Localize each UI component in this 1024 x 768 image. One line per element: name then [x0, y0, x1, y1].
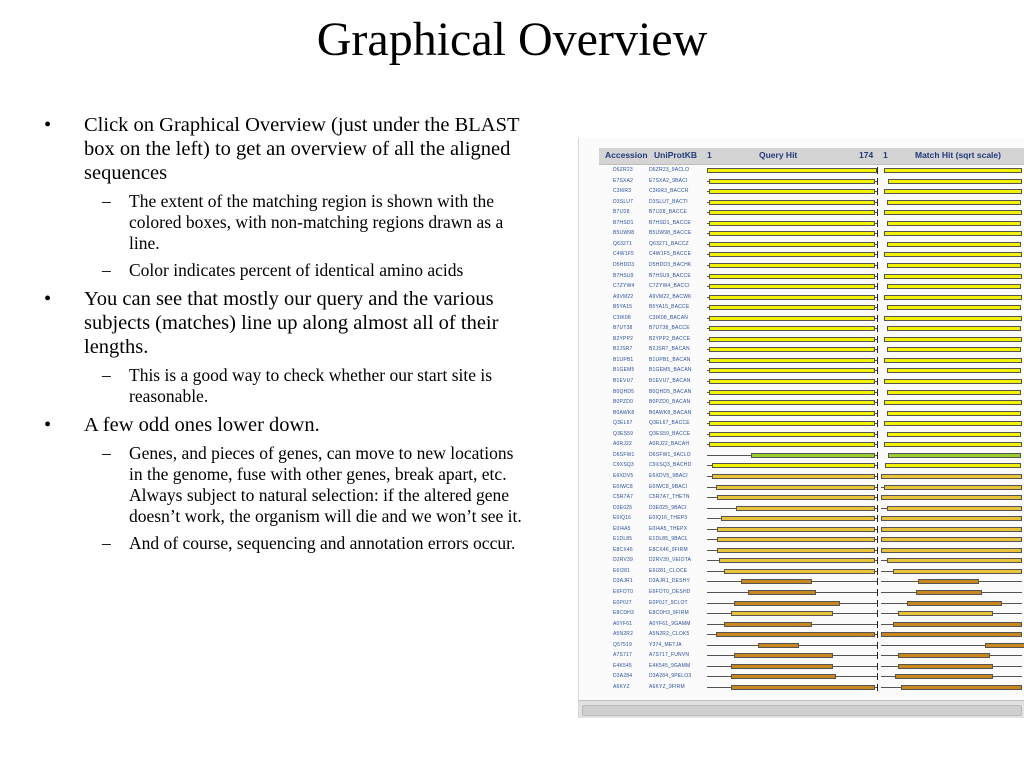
query-hit-bar — [709, 411, 876, 416]
query-hit-bar — [712, 463, 875, 468]
match-hit-bar — [887, 368, 1021, 373]
query-hit-bar — [751, 453, 875, 458]
query-end-tick — [877, 505, 878, 512]
query-hit-bar — [709, 305, 876, 310]
accession-link[interactable]: D2RV39 — [613, 557, 634, 564]
bullet-item — [40, 113, 528, 281]
match-hit-bar — [887, 221, 1021, 226]
graphical-overview-screenshot — [578, 138, 1024, 718]
query-hit-bar — [717, 495, 875, 500]
query-hit-bar — [709, 390, 876, 395]
uniprot-link[interactable]: B1GEM5_BACAN — [649, 367, 692, 374]
uniprot-link[interactable]: B0AWK8_BACAN — [649, 409, 692, 416]
query-end-tick — [877, 631, 878, 638]
accession-link[interactable]: B0QHD5 — [613, 388, 635, 395]
match-hit-bar — [887, 432, 1021, 437]
query-hit-bar — [709, 316, 876, 321]
accession-link[interactable]: B5UW98 — [613, 230, 635, 237]
query-hit-bar — [709, 379, 876, 384]
match-hit-bar — [901, 685, 1022, 690]
match-hit-bar — [898, 653, 990, 658]
query-hit-bar — [709, 274, 876, 279]
query-end-tick — [877, 610, 878, 617]
query-end-tick — [877, 273, 878, 280]
match-hit-bar — [985, 643, 1024, 648]
match-hit-bar — [881, 495, 1022, 500]
match-hit-bar — [887, 411, 1021, 416]
query-hit-bar — [709, 221, 876, 226]
sub-bullet-item: – This is a good way to check whether our start site is reasonable. — [84, 365, 528, 407]
query-end-tick — [877, 209, 878, 216]
accession-link[interactable]: B1GEM5 — [613, 367, 635, 374]
query-end-tick — [877, 262, 878, 269]
query-hit-bar — [709, 200, 876, 205]
query-end-tick — [877, 399, 878, 406]
query-hit-bar — [709, 368, 876, 373]
uniprot-link[interactable]: B0QHD5_BACAN — [649, 388, 692, 395]
query-end-tick — [877, 441, 878, 448]
query-hit-bar — [716, 485, 876, 490]
query-end-tick — [877, 420, 878, 427]
query-hit-bar — [709, 326, 876, 331]
query-end-tick — [877, 178, 878, 185]
query-hit-bar — [709, 284, 876, 289]
accession-link[interactable]: B1EVU7 — [613, 378, 634, 384]
query-hit-bar — [712, 474, 875, 479]
uniprot-link[interactable]: A0YF61_9GAMM — [649, 620, 691, 627]
accession-link[interactable]: Q3EL67 — [613, 420, 633, 427]
match-hit-bar — [881, 516, 1022, 521]
sub-bullet-item: – Color indicates percent of identical amino acids — [84, 260, 528, 281]
query-end-tick — [877, 663, 878, 670]
uniprot-link[interactable]: E6I281_CLOCE — [649, 567, 688, 574]
uniprot-link[interactable]: D6ZR23_9ACLO — [649, 167, 690, 173]
accession-link[interactable]: C7ZYW4 — [613, 283, 635, 290]
match-hit-bar — [887, 242, 1021, 247]
match-hit-bar — [887, 558, 1022, 563]
accession-link[interactable]: D5HDD3 — [613, 261, 635, 268]
match-hit-bar — [884, 252, 1022, 257]
match-hit-bar — [887, 347, 1021, 352]
query-hit-bar — [709, 252, 876, 257]
uniprot-link[interactable]: D2RV39_VEIOTA — [649, 557, 692, 564]
uniprot-link[interactable]: Y374_METJA — [649, 641, 682, 648]
accession-link[interactable]: E6XDV5 — [613, 472, 634, 479]
query-hit-bar — [741, 579, 812, 584]
match-hit-bar — [893, 569, 1023, 574]
accession-link[interactable]: D3SLU7 — [613, 198, 634, 205]
match-hit-bar — [884, 189, 1022, 194]
accession-link[interactable]: C4W1F5 — [613, 251, 634, 258]
uniprot-link[interactable]: E6FOT0_DESHD — [649, 589, 691, 595]
query-end-tick — [877, 684, 878, 691]
match-hit-bar — [887, 263, 1021, 268]
query-hit-bar — [717, 548, 875, 553]
match-hit-bar — [884, 485, 1022, 490]
query-hit-bar — [724, 622, 812, 627]
accession-link[interactable]: E6I281 — [613, 567, 631, 574]
query-end-tick — [877, 367, 878, 374]
query-hit-bar — [709, 189, 876, 194]
uniprot-link[interactable]: E0P0J7_9CLOT — [649, 599, 688, 606]
match-hit-bar — [884, 400, 1022, 405]
match-hit-bar — [918, 579, 978, 584]
uniprot-link[interactable]: E6XDV5_9BACI — [649, 472, 688, 479]
match-hit-bar — [881, 632, 1022, 637]
uniprot-link[interactable]: A0RJ22_BACAH — [649, 441, 690, 448]
match-hit-bar — [884, 274, 1022, 279]
query-end-tick — [877, 462, 878, 469]
accession-link[interactable]: E0IWC8 — [613, 483, 633, 490]
uniprot-link[interactable]: E7SXA2_9BACI — [649, 177, 688, 184]
query-hit-bar — [717, 537, 875, 542]
accession-link[interactable]: B5YA15 — [613, 304, 633, 311]
query-hit-bar — [709, 400, 876, 405]
query-end-tick — [877, 431, 878, 438]
query-hit-bar — [731, 674, 836, 679]
sub-bullet-item: – And of course, sequencing and annotation errors occur. — [84, 533, 528, 554]
query-end-tick — [877, 473, 878, 480]
accession-link[interactable]: D3E025 — [613, 504, 633, 511]
query-end-tick — [877, 188, 878, 195]
uniprot-link[interactable]: Q3EL67_BACCE — [649, 420, 690, 427]
query-end-tick — [877, 220, 878, 227]
match-hit-bar — [881, 537, 1022, 542]
accession-link[interactable]: B7UT38 — [613, 325, 633, 332]
match-hit-bar — [884, 168, 1022, 173]
query-hit-bar — [734, 601, 839, 606]
bullet-text: A few odd ones lower down. — [84, 414, 320, 436]
query-end-tick — [877, 199, 878, 206]
accession-link[interactable]: A5N2R2 — [613, 631, 634, 638]
accession-link[interactable]: C9XSQ3 — [613, 462, 634, 469]
query-hit-bar — [724, 569, 875, 574]
accession-link[interactable]: B0PZD0 — [613, 399, 634, 406]
uniprot-link[interactable]: B7IJ28_BACCE — [649, 209, 687, 216]
accession-link[interactable]: D3AJR1 — [613, 578, 633, 585]
uniprot-link[interactable]: B7UT38_BACCE — [649, 325, 690, 332]
bullet-text: You can see that mostly our query and the various subjects (matches) line up along almost all of their lengths. — [84, 288, 499, 358]
uniprot-link[interactable]: D5HDD3_BACHK — [649, 261, 692, 268]
match-hit-bar — [881, 527, 1022, 532]
match-hit-bar — [888, 453, 1020, 458]
query-hit-bar — [709, 263, 876, 268]
accession-link[interactable]: B7IJ28 — [613, 209, 630, 216]
query-hit-bar — [731, 685, 876, 690]
match-hit-bar — [884, 295, 1022, 300]
match-hit-bar — [887, 326, 1021, 331]
sub-bullet-item: – The extent of the matching region is shown with the colored boxes, with non-matching regions drawn as a line. — [84, 191, 528, 254]
query-end-tick — [877, 536, 878, 543]
match-hit-bar — [887, 305, 1021, 310]
query-hit-bar — [709, 421, 876, 426]
query-end-tick — [877, 600, 878, 607]
query-start-label: 1 — [707, 150, 712, 160]
match-hit-bar — [907, 601, 1002, 606]
query-end-tick — [877, 568, 878, 575]
accession-link[interactable]: B2JSR7 — [613, 346, 633, 353]
match-hit-bar — [887, 390, 1021, 395]
query-hit-bar — [709, 347, 876, 352]
accession-link[interactable]: C5R7A7 — [613, 494, 634, 501]
query-end-tick — [877, 346, 878, 353]
sub-bullet-list — [84, 443, 528, 554]
bullet-item — [40, 287, 528, 407]
accession-link[interactable]: D3A284 — [613, 673, 633, 680]
accession-link[interactable]: E0P0J7 — [613, 599, 632, 606]
accession-link[interactable]: B0AWK8 — [613, 409, 635, 416]
match-hit-header: Match Hit (sqrt scale) — [915, 150, 1001, 160]
uniprot-link[interactable]: B2YPP2_BACCE — [649, 335, 691, 342]
query-end-tick — [877, 526, 878, 533]
match-hit-bar — [884, 421, 1022, 426]
match-hit-bar — [887, 284, 1021, 289]
uniprot-link[interactable]: E0I4A5_THEPX — [649, 525, 688, 532]
accession-link[interactable]: Q3ES59 — [613, 430, 634, 437]
query-end-tick — [877, 515, 878, 522]
uniprot-link[interactable]: E0IQ16_THEP3 — [649, 515, 688, 522]
accession-link[interactable]: A0YF61 — [613, 620, 633, 627]
query-end-tick — [877, 315, 878, 322]
bullet-text: Click on Graphical Overview (just under the BLAST box on the left) to get an overview of all the aligned sequences — [84, 114, 520, 184]
query-end-tick — [877, 673, 878, 680]
uniprot-link[interactable]: D6SFW1_9ACLO — [649, 451, 691, 458]
match-hit-bar — [895, 674, 993, 679]
match-hit-bar — [881, 474, 1022, 479]
bullet-list — [40, 113, 528, 560]
query-end-tick — [877, 294, 878, 301]
match-hit-bar — [881, 548, 1022, 553]
accession-link[interactable]: A0RJ22 — [613, 441, 632, 448]
query-hit-bar — [709, 210, 876, 215]
accession-link[interactable]: B1UPB1 — [613, 356, 634, 363]
match-hit-bar — [898, 611, 993, 616]
accession-link[interactable]: E0IQ16 — [613, 515, 632, 522]
uniprot-link[interactable]: C9XSQ3_BACHD — [649, 462, 692, 469]
query-hit-bar — [748, 590, 816, 595]
query-end-tick — [877, 621, 878, 628]
uniprot-link[interactable]: Q3ES59_BACCE — [649, 430, 691, 437]
query-end-tick — [877, 389, 878, 396]
uniprot-link[interactable]: B1EVU7_BACAN — [649, 378, 691, 384]
match-start-label: 1 — [883, 150, 888, 160]
uniprot-link[interactable]: D3A284_9PELO3 — [649, 673, 692, 680]
query-end-tick — [877, 652, 878, 659]
accession-link[interactable]: Q63271 — [613, 240, 632, 247]
match-hit-bar — [885, 463, 1020, 468]
query-hit-bar — [709, 358, 876, 363]
query-end-tick — [877, 557, 878, 564]
accession-link[interactable]: A6KYZ — [613, 683, 630, 690]
uniprot-link[interactable]: C7ZYW4_BACCI — [649, 283, 690, 290]
accession-link[interactable]: C3I6R3 — [613, 188, 632, 195]
horizontal-scrollbar[interactable] — [579, 700, 1024, 718]
accession-link[interactable]: E1DL85 — [613, 536, 633, 543]
query-end-tick — [877, 578, 878, 585]
accession-link[interactable]: D6ZR23 — [613, 167, 633, 173]
query-end-tick — [877, 336, 878, 343]
query-end-tick — [877, 494, 878, 501]
match-hit-bar — [884, 358, 1022, 363]
query-hit-bar — [734, 653, 833, 658]
query-end-tick — [877, 452, 878, 459]
uniprot-link[interactable]: C4W1F5_BACCE — [649, 251, 692, 258]
accession-link[interactable]: B7HSU9 — [613, 272, 634, 279]
uniprot-link[interactable]: A5N2R2_CLOK5 — [649, 631, 690, 638]
match-hit-bar — [916, 590, 982, 595]
accession-link[interactable]: E8CDH3 — [613, 610, 634, 617]
query-end-tick — [877, 378, 878, 385]
match-hit-bar — [884, 442, 1022, 447]
query-end-tick — [877, 283, 878, 290]
accession-link[interactable]: B2YPP2 — [613, 335, 634, 342]
query-hit-bar — [736, 506, 875, 511]
accession-link[interactable]: B7HSD1 — [613, 219, 634, 226]
uniprot-link[interactable]: A9VM22_BACWK — [649, 293, 692, 300]
query-hit-bar — [709, 432, 876, 437]
match-hit-bar — [887, 506, 1022, 511]
uniprot-link[interactable]: E8CX46_9FIRM — [649, 546, 688, 553]
accession-link[interactable]: E0I4A5 — [613, 525, 631, 532]
uniprot-link[interactable]: E1DL85_9BACL — [649, 536, 689, 543]
uniprot-header: UniProtKB — [654, 150, 697, 160]
overview-header — [599, 148, 1024, 165]
query-hit-bar — [709, 231, 876, 236]
match-hit-bar — [884, 231, 1022, 236]
query-hit-bar — [709, 337, 876, 342]
query-end-tick — [877, 304, 878, 311]
match-hit-bar — [888, 179, 1022, 184]
uniprot-link[interactable]: B0PZD0_BACAN — [649, 399, 691, 406]
accession-link[interactable]: E6FOT0 — [613, 589, 634, 595]
query-end-tick — [877, 167, 878, 174]
slide-title: Graphical Overview — [316, 13, 708, 66]
accession-link[interactable]: E7SXA2 — [613, 177, 634, 184]
sub-bullet-list — [84, 191, 528, 281]
query-end-label: 174 — [859, 150, 874, 160]
accession-link[interactable]: Q57519 — [613, 641, 632, 648]
match-hit-bar — [893, 622, 1023, 627]
accession-link[interactable]: D6SFW1 — [613, 451, 635, 458]
accession-link[interactable]: E8CX46 — [613, 546, 633, 553]
query-hit-bar — [709, 179, 876, 184]
query-end-tick — [877, 589, 878, 596]
query-end-tick — [877, 357, 878, 364]
uniprot-link[interactable]: B7HSU9_BACCE — [649, 272, 691, 279]
query-hit-bar — [716, 632, 876, 637]
uniprot-link[interactable]: E4K545_9GAMM — [649, 662, 691, 669]
query-hit-bar — [758, 643, 799, 648]
query-hit-bar — [709, 442, 876, 447]
query-hit-bar — [709, 242, 876, 247]
query-hit-bar — [709, 295, 876, 300]
accession-link[interactable]: E4K545 — [613, 662, 632, 669]
query-hit-bar — [719, 558, 875, 563]
uniprot-link[interactable]: D3AJR1_DESHY — [649, 578, 691, 585]
uniprot-link[interactable]: B7HSD1_BACCE — [649, 219, 691, 226]
match-hit-bar — [898, 664, 993, 669]
accession-link[interactable]: A9VM22 — [613, 293, 634, 300]
accession-header: Accession — [605, 150, 648, 160]
sub-bullet-item: – Genes, and pieces of genes, can move to new locations in the genome, fuse with other genes, break apart, etc. Always subject to natural selection: if the altered gene doesn’t work, the organism will die and we won’t see it. — [84, 443, 528, 527]
query-end-tick — [877, 230, 878, 237]
uniprot-link[interactable]: B5YA15_BACCE — [649, 304, 690, 311]
query-hit-bar — [707, 168, 877, 173]
sub-bullet-list — [84, 365, 528, 407]
uniprot-link[interactable]: E8CDH3_9FIRM — [649, 610, 689, 617]
query-hit-bar — [717, 527, 875, 532]
match-hit-bar — [884, 379, 1022, 384]
uniprot-link[interactable]: D3E025_9BACI — [649, 504, 687, 511]
query-end-tick — [877, 241, 878, 248]
uniprot-link[interactable]: D3SLU7_BACTI — [649, 198, 688, 205]
bullet-item — [40, 413, 528, 554]
uniprot-link[interactable]: A6KYZ_9FIRM — [649, 683, 685, 690]
uniprot-link[interactable]: B5UW98_BACCE — [649, 230, 692, 237]
uniprot-link[interactable]: Q63271_BACCZ — [649, 240, 689, 247]
match-hit-bar — [887, 200, 1021, 205]
match-hit-bar — [884, 337, 1022, 342]
query-end-tick — [877, 410, 878, 417]
uniprot-link[interactable]: A7S717_FUNVN — [649, 652, 690, 659]
query-end-tick — [877, 325, 878, 332]
match-hit-bar — [884, 210, 1022, 215]
accession-link[interactable]: A7S717 — [613, 652, 632, 659]
uniprot-link[interactable]: B2JSR7_BACAN — [649, 346, 690, 353]
uniprot-link[interactable]: C5R7A7_THETN — [649, 494, 690, 501]
uniprot-link[interactable]: C3IK08_BACAN — [649, 314, 689, 321]
query-end-tick — [877, 642, 878, 649]
query-hit-header: Query Hit — [759, 150, 798, 160]
accession-link[interactable]: C3IK08 — [613, 314, 631, 321]
query-end-tick — [877, 484, 878, 491]
query-hit-bar — [731, 664, 833, 669]
match-hit-bar — [884, 316, 1022, 321]
query-hit-bar — [731, 611, 833, 616]
query-end-tick — [877, 547, 878, 554]
query-hit-bar — [721, 516, 876, 521]
uniprot-link[interactable]: C3I6R3_BACCR — [649, 188, 689, 195]
uniprot-link[interactable]: B1UPB1_BACAN — [649, 356, 691, 363]
uniprot-link[interactable]: E0IWC8_9BACI — [649, 483, 688, 490]
query-end-tick — [877, 251, 878, 258]
